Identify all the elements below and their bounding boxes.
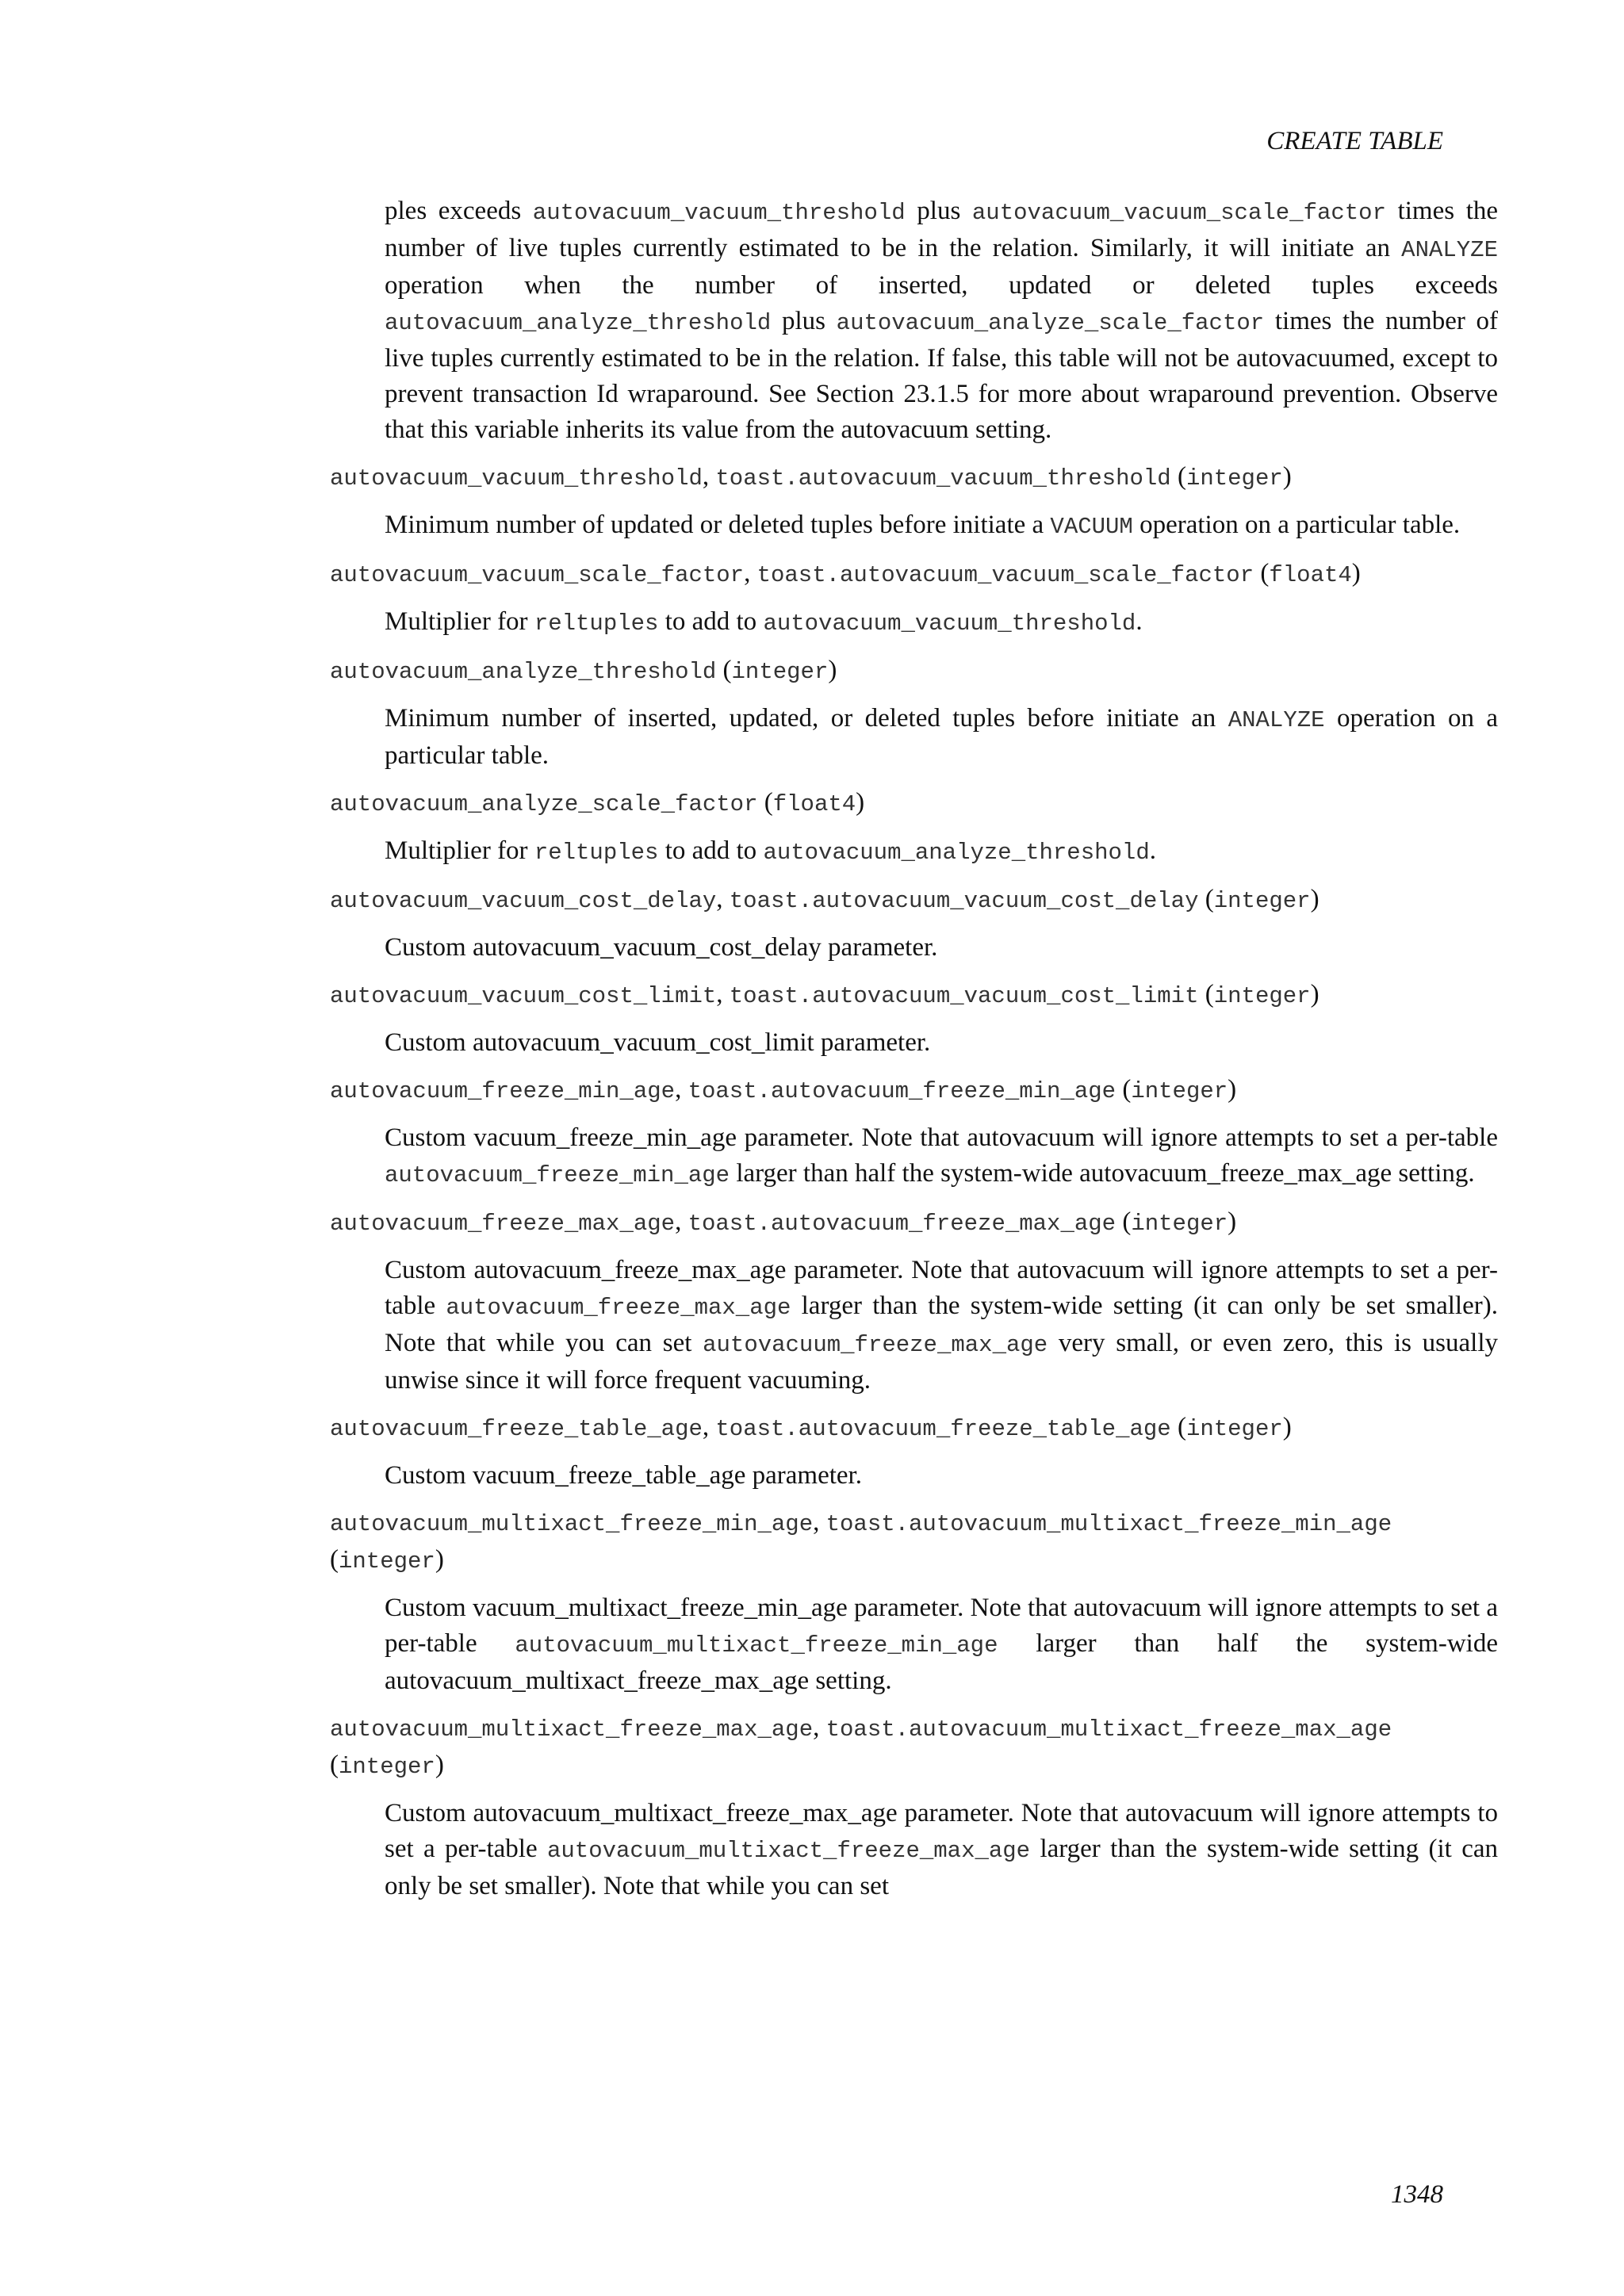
term-name: autovacuum_analyze_scale_factor [330,791,758,817]
intro-code: autovacuum_analyze_scale_factor [836,310,1265,336]
term-paren: ( [1170,1413,1186,1441]
term-separator: , [813,1508,826,1536]
term-separator: , [716,885,730,913]
term-type: integer [1185,1416,1283,1442]
desc-text: . [1149,836,1156,865]
desc-code: autovacuum_freeze_max_age [446,1295,791,1321]
term-type: integer [1131,1211,1228,1237]
desc-text: Custom vacuum_freeze_table_age parameter. [385,1461,862,1490]
desc-text: larger than half the system-wide autovacuum_multixact_freeze_max_age setting. [385,1629,1498,1695]
intro-code: autovacuum_analyze_threshold [385,310,772,336]
term-paren: ) [1282,462,1292,491]
term-type: integer [1131,1078,1228,1104]
desc-code: reltuples [534,840,659,866]
term-toast-name: toast.autovacuum_vacuum_threshold [715,465,1171,492]
intro-paragraph [385,193,1498,448]
term-type: integer [1213,888,1311,914]
term-separator: , [675,1207,688,1236]
term-name: autovacuum_freeze_table_age [330,1416,703,1442]
term-paren: ( [1198,885,1214,913]
page-number: 1348 [1391,2180,1443,2209]
desc-text: operation on a particular table. [1132,511,1461,539]
desc-text: Minimum number of updated or deleted tuples before initiate a [385,511,1051,539]
intro-code: autovacuum_vacuum_threshold [532,200,906,226]
desc-text: larger than half the system-wide autovacuum_freeze_max_age setting. [730,1159,1475,1188]
parameter-term [330,1505,1472,1579]
term-paren: ) [828,656,837,684]
parameter-description [385,1253,1498,1399]
term-paren: ( [330,1545,339,1574]
term-type: float4 [772,791,856,817]
term-paren: ) [1351,559,1361,587]
term-name: autovacuum_freeze_min_age [330,1078,676,1104]
term-name: autovacuum_vacuum_scale_factor [330,562,745,588]
term-name: autovacuum_vacuum_cost_delay [330,888,717,914]
parameter-description [385,507,1498,545]
parameter-term [330,1204,1472,1242]
term-type: float4 [1269,562,1352,588]
desc-code: ANALYZE [1228,707,1325,733]
parameter-term [330,652,1472,690]
term-type: integer [1185,465,1283,492]
term-separator: , [716,980,730,1008]
desc-text: Custom vacuum_freeze_min_age parameter. Note that autovacuum will ignore attempts to set a per-table [385,1123,1498,1152]
parameter-term [330,1710,1472,1785]
term-paren: ( [1254,559,1270,587]
term-name: autovacuum_freeze_max_age [330,1211,676,1237]
term-toast-name: toast.autovacuum_multixact_freeze_max_age [825,1716,1392,1743]
term-toast-name: toast.autovacuum_vacuum_cost_delay [729,888,1199,914]
desc-text: Custom autovacuum_multixact_freeze_max_age parameter. Note that autovacuum will ignore attempts to set a per-table [385,1799,1498,1863]
parameter-description [385,604,1498,641]
term-toast-name: toast.autovacuum_vacuum_scale_factor [756,562,1254,588]
term-paren: ) [435,1751,444,1779]
term-separator: , [813,1713,826,1742]
term-name: autovacuum_analyze_threshold [330,659,717,685]
term-type: integer [339,1754,435,1780]
desc-text: Custom autovacuum_freeze_max_age parameter. Note that autovacuum will ignore attempts to set a per-table [385,1256,1498,1320]
intro-text: plus [771,307,837,335]
parameter-description [385,833,1498,871]
parameter-term [330,1410,1472,1447]
term-paren: ( [716,656,732,684]
desc-text: to add to [658,836,764,865]
parameter-term [330,1072,1472,1109]
term-separator: , [675,1075,688,1104]
parameter-term [330,882,1472,919]
desc-code: autovacuum_multixact_freeze_max_age [546,1838,1031,1864]
desc-code: reltuples [534,610,659,637]
term-type: integer [731,659,829,685]
term-separator: , [702,1413,716,1441]
term-paren: ( [1170,462,1186,491]
term-separator: , [702,462,716,491]
parameter-description [385,1025,1498,1061]
desc-text: Custom autovacuum_vacuum_cost_delay parameter. [385,933,938,962]
term-type: integer [339,1548,435,1575]
desc-code: autovacuum_analyze_threshold [763,840,1150,866]
term-toast-name: toast.autovacuum_freeze_table_age [715,1416,1171,1442]
intro-text: times the number of live tuples currently estimated to be in the relation. Similarly, it will initiate an [385,197,1499,262]
parameter-term [330,977,1472,1014]
intro-code: ANALYZE [1401,237,1498,263]
term-name: autovacuum_vacuum_threshold [330,465,703,492]
desc-text: Minimum number of inserted, updated, or deleted tuples before initiate an [385,704,1228,733]
intro-text: operation when the number of inserted, updated or deleted tuples exceeds [385,271,1498,300]
term-name: autovacuum_multixact_freeze_min_age [330,1511,814,1537]
parameter-description [385,701,1498,774]
desc-code: VACUUM [1050,514,1133,540]
intro-code: autovacuum_vacuum_scale_factor [971,200,1386,226]
parameter-description [385,930,1498,966]
term-paren: ) [1310,885,1320,913]
term-paren: ( [1116,1207,1132,1236]
term-paren: ( [1116,1075,1132,1104]
desc-text: to add to [658,607,764,636]
desc-code: autovacuum_freeze_max_age [703,1332,1048,1358]
desc-text: Multiplier for [385,607,534,636]
intro-text: ples exceeds [385,197,533,225]
term-paren: ) [435,1545,444,1574]
parameter-term [330,459,1472,496]
desc-text: larger than the system-wide setting (it can only be set smaller). Note that while you can set [385,1292,1498,1357]
term-name: autovacuum_vacuum_cost_limit [330,983,717,1009]
desc-code: autovacuum_freeze_min_age [385,1162,730,1188]
parameter-description [385,1590,1498,1699]
running-header: CREATE TABLE [1266,127,1443,155]
desc-text: Custom vacuum_multixact_freeze_min_age parameter. Note that autovacuum will ignore attempts to set a per-table [385,1594,1498,1658]
term-toast-name: toast.autovacuum_vacuum_cost_limit [729,983,1199,1009]
term-type: integer [1213,983,1311,1009]
desc-text: . [1136,607,1143,636]
term-paren: ) [1310,980,1320,1008]
intro-text: plus [905,197,972,225]
parameter-term [330,556,1472,593]
term-paren: ( [757,788,773,817]
parameter-description [385,1796,1498,1904]
term-paren: ( [330,1751,339,1779]
parameter-term [330,785,1472,822]
term-paren: ) [1228,1207,1237,1236]
term-toast-name: toast.autovacuum_freeze_max_age [688,1211,1116,1237]
desc-text: larger than the system-wide setting (it can only be set smaller). Note that while you can set [385,1835,1498,1900]
term-separator: , [744,559,757,587]
desc-code: autovacuum_multixact_freeze_min_age [515,1632,998,1659]
term-paren: ) [1228,1075,1237,1104]
term-name: autovacuum_multixact_freeze_max_age [330,1716,814,1743]
parameter-description [385,1458,1498,1494]
term-toast-name: toast.autovacuum_freeze_min_age [688,1078,1116,1104]
term-toast-name: toast.autovacuum_multixact_freeze_min_age [825,1511,1392,1537]
document-body [330,193,1499,1915]
desc-text: Multiplier for [385,836,534,865]
term-paren: ) [856,788,865,817]
intro-text: times the number of live tuples currently estimated to be in the relation. If false, this table will not be autovacuumed, except to prevent transaction Id wraparound. See Section 23.1.5 for more about wraparound prevention. Observe that this variable inherits its value from the autovacuum setting. [385,307,1499,444]
term-paren: ( [1198,980,1214,1008]
term-paren: ) [1282,1413,1292,1441]
desc-text: operation on a particular table. [385,704,1498,770]
desc-text: Custom autovacuum_vacuum_cost_limit parameter. [385,1028,931,1057]
desc-text: very small, or even zero, this is usually unwise since it will force frequent vacuuming. [385,1329,1498,1395]
desc-code: autovacuum_vacuum_threshold [763,610,1136,637]
parameter-description [385,1120,1498,1193]
